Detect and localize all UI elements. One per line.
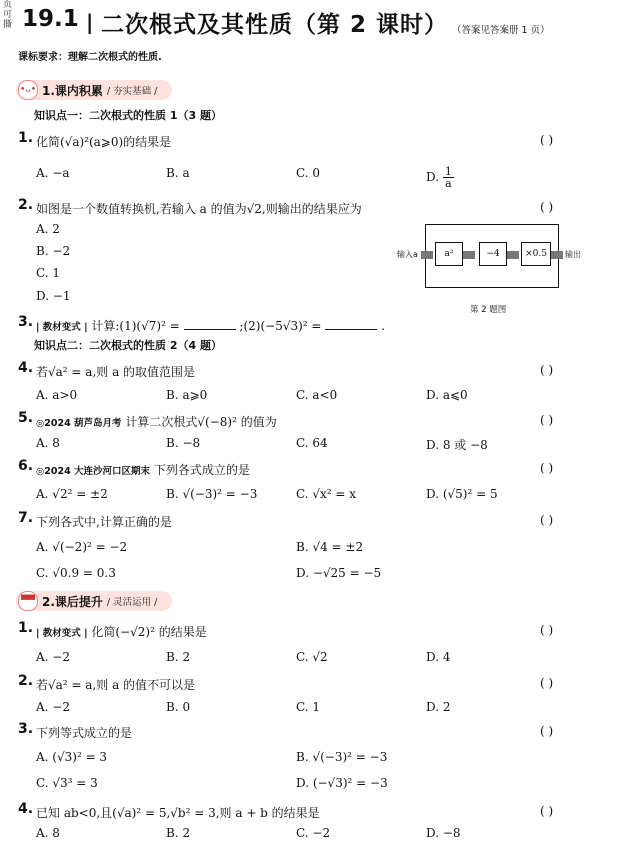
- option-b[interactable]: B. √4 = ±2: [296, 540, 364, 554]
- option-d[interactable]: D. −8: [426, 826, 461, 840]
- answer-paren[interactable]: ( ): [540, 513, 554, 527]
- answer-paren[interactable]: ( ): [540, 413, 554, 427]
- question-text: 若√a² = a,则 a 的值不可以是: [36, 678, 196, 692]
- question-number: 3.: [18, 314, 34, 330]
- answer-paren[interactable]: ( ): [540, 623, 554, 637]
- multiply-box: ×0.5: [521, 242, 551, 266]
- question-text: 已知 ab<0,且(√a)² = 5,√b² = 3,则 a + b 的结果是: [36, 806, 320, 820]
- question-body: 下列各式成立的是: [153, 463, 250, 477]
- answer-paren[interactable]: ( ): [540, 724, 554, 738]
- diagram-caption: 第 2 题图: [470, 305, 507, 315]
- question-number: 3.: [18, 721, 34, 737]
- option-a[interactable]: A. √(−2)² = −2: [36, 540, 128, 554]
- textbook-variant-tag: | 教材变式 |: [36, 322, 88, 333]
- option-a[interactable]: A. (√3)² = 3: [36, 750, 108, 764]
- source-tag: ◎2024 葫芦岛月考: [36, 418, 122, 429]
- option-b[interactable]: B. 0: [166, 700, 191, 714]
- question-text: 如图是一个数值转换机,若输入 a 的值为√2,则输出的结果应为: [36, 202, 362, 216]
- option-b[interactable]: B. √(−3)² = −3: [166, 487, 258, 501]
- option-a[interactable]: A. √2² = ±2: [36, 487, 108, 501]
- conversion-machine-diagram: [397, 222, 587, 292]
- question-text: [36, 623, 207, 640]
- option-a[interactable]: A. 2: [36, 222, 60, 236]
- fraction-denominator: a: [445, 177, 452, 190]
- textbook-variant-tag: | 教材变式 |: [36, 628, 88, 639]
- option-b[interactable]: B. −2: [36, 244, 71, 258]
- question-number: 2.: [18, 197, 34, 213]
- option-c[interactable]: C. a<0: [296, 388, 338, 402]
- section-title: 1.课内积累: [42, 83, 103, 98]
- option-label: D.: [426, 170, 440, 184]
- question-number: 7.: [18, 510, 34, 526]
- tear-off-note: 页可撕: [3, 0, 13, 30]
- option-d[interactable]: D. (√5)² = 5: [426, 487, 498, 501]
- section-header-1: [16, 80, 172, 100]
- option-d[interactable]: D. 2: [426, 700, 451, 714]
- option-a[interactable]: A. −2: [36, 700, 70, 714]
- option-d[interactable]: D. −1: [36, 289, 71, 303]
- option-c[interactable]: C. 0: [296, 166, 321, 180]
- square-box: a²: [435, 242, 463, 266]
- curriculum-requirement: 课标要求：理解二次根式的性质.: [18, 52, 162, 63]
- option-b[interactable]: B. a: [166, 166, 190, 180]
- question-number: 4.: [18, 360, 34, 376]
- option-a[interactable]: A. 8: [36, 826, 60, 840]
- option-c[interactable]: C. 1: [296, 700, 321, 714]
- option-c[interactable]: C. 64: [296, 436, 328, 450]
- answer-note: （答案见答案册 1 页）: [452, 25, 550, 36]
- answer-paren[interactable]: ( ): [540, 804, 554, 818]
- question-text: 下列等式成立的是: [36, 726, 133, 740]
- arrow-icon: [421, 251, 433, 259]
- option-d[interactable]: [426, 166, 454, 189]
- sunglasses-face-icon: ▀▀: [18, 591, 38, 611]
- option-c[interactable]: C. √0.9 = 0.3: [36, 566, 116, 580]
- option-b[interactable]: B. √(−3)² = −3: [296, 750, 388, 764]
- option-c[interactable]: C. −2: [296, 826, 331, 840]
- option-a[interactable]: A. −a: [36, 166, 70, 180]
- option-d[interactable]: D. 8 或 −8: [426, 438, 488, 452]
- option-d[interactable]: D. 4: [426, 650, 451, 664]
- section-header-2: [16, 591, 172, 611]
- option-a[interactable]: A. 8: [36, 436, 60, 450]
- question-text: [36, 461, 250, 478]
- question-text: 若√a² = a,则 a 的取值范围是: [36, 365, 196, 379]
- option-c[interactable]: C. 1: [36, 266, 61, 280]
- question-text: [36, 317, 385, 334]
- fraction: [443, 166, 454, 189]
- question-number: 1.: [18, 130, 34, 146]
- option-d[interactable]: D. −√25 = −5: [296, 566, 382, 580]
- output-label: 输出: [565, 250, 581, 259]
- answer-paren[interactable]: ( ): [540, 200, 554, 214]
- question-part-2: ;(2)(−5√3)² =: [239, 319, 322, 333]
- arrow-icon: [551, 251, 563, 259]
- lesson-number: 19.1: [22, 6, 79, 32]
- question-number: 5.: [18, 410, 34, 426]
- question-number: 4.: [18, 801, 34, 817]
- answer-paren[interactable]: ( ): [540, 363, 554, 377]
- question-body: 化简(−√2)² 的结果是: [91, 625, 207, 639]
- answer-blank-2[interactable]: [325, 319, 377, 330]
- question-body: 计算二次根式√(−8)² 的值为: [125, 415, 277, 429]
- title-separator: |: [86, 10, 94, 34]
- question-number: 1.: [18, 620, 34, 636]
- answer-paren[interactable]: ( ): [540, 461, 554, 475]
- fraction-numerator: 1: [444, 165, 452, 178]
- smile-face-icon: •ᴗ•: [18, 80, 38, 100]
- answer-blank-1[interactable]: [184, 319, 236, 330]
- option-a[interactable]: A. a>0: [36, 388, 78, 402]
- knowledge-point-2: 知识点二：二次根式的性质 2（4 题）: [34, 339, 222, 352]
- question-part-1: 计算:(1)(√7)² =: [91, 319, 180, 333]
- option-b[interactable]: B. 2: [166, 650, 191, 664]
- option-c[interactable]: C. √2: [296, 650, 328, 664]
- input-label: 输入a: [397, 250, 418, 259]
- section-subtitle: / 夯实基础 /: [106, 86, 158, 97]
- option-a[interactable]: A. −2: [36, 650, 70, 664]
- section-subtitle: / 灵活运用 /: [106, 597, 158, 608]
- arrow-icon: [507, 251, 519, 259]
- option-c[interactable]: C. √3³ = 3: [36, 776, 98, 790]
- option-b[interactable]: B. 2: [166, 826, 191, 840]
- option-b[interactable]: B. a⩾0: [166, 388, 208, 402]
- answer-paren[interactable]: ( ): [540, 133, 554, 147]
- option-c[interactable]: C. √x² = x: [296, 487, 357, 501]
- source-tag: ◎2024 大连沙河口区期末: [36, 466, 151, 477]
- question-text: 化简(√a)²(a⩾0)的结果是: [36, 135, 172, 149]
- arrow-icon: [463, 251, 475, 259]
- knowledge-point-1: 知识点一：二次根式的性质 1（3 题）: [34, 109, 222, 122]
- question-text: 下列各式中,计算正确的是: [36, 515, 172, 529]
- question-text: [36, 413, 277, 430]
- question-number: 6.: [18, 458, 34, 474]
- option-d[interactable]: D. (−√3)² = −3: [296, 776, 388, 790]
- option-d[interactable]: D. a⩽0: [426, 388, 468, 402]
- answer-paren[interactable]: ( ): [540, 676, 554, 690]
- option-b[interactable]: B. −8: [166, 436, 201, 450]
- question-end: .: [381, 319, 385, 333]
- section-title: 2.课后提升: [42, 594, 103, 609]
- page-title: 二次根式及其性质（第 2 课时）: [101, 12, 449, 38]
- subtract-box: −4: [479, 242, 507, 266]
- question-number: 2.: [18, 673, 34, 689]
